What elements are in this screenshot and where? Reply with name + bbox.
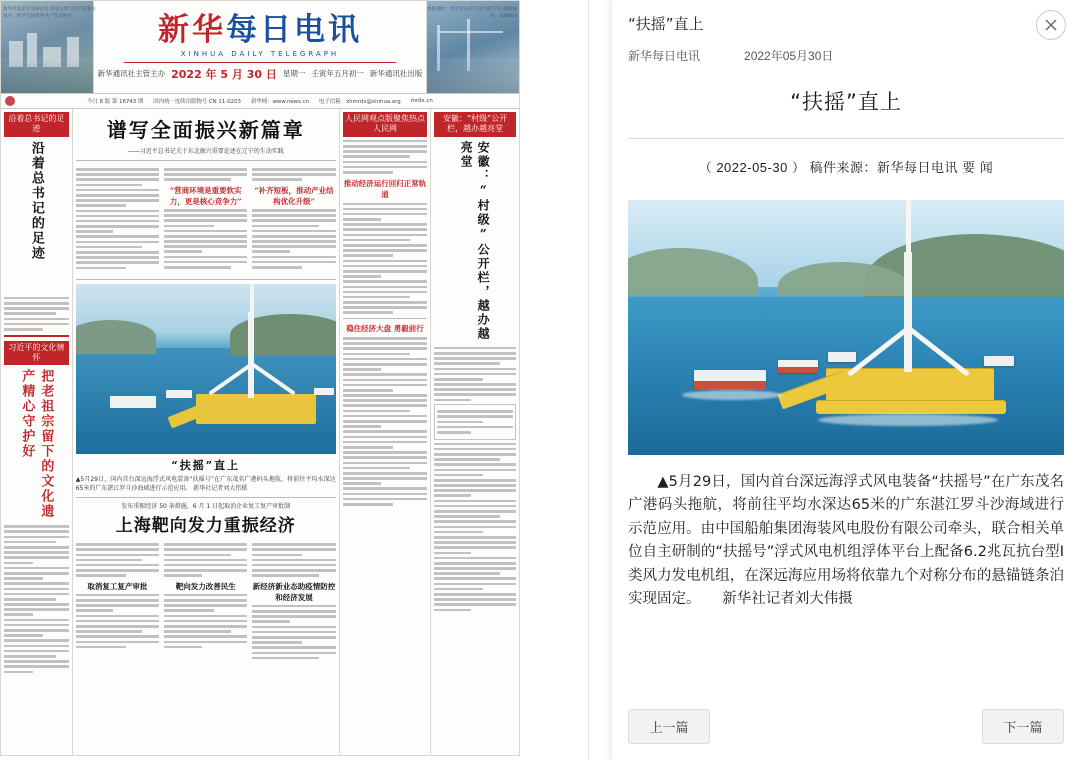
- viewport-edge: [588, 0, 589, 760]
- np-photo-boat-2: [166, 390, 192, 398]
- column1-vertical-title: 沿着总书记的足迹: [28, 140, 44, 261]
- panel-header-title: “扶摇”直上: [628, 15, 704, 33]
- photo-tugboat-2-hull: [778, 367, 818, 373]
- masthead-date: 2022 年 5 月 30 日: [171, 67, 277, 81]
- newspaper-photo-title: “扶摇”直上: [171, 458, 241, 472]
- second-minihead-1: 取消复工复产审批: [87, 581, 148, 591]
- newspaper-infobar: [1, 94, 519, 109]
- panel-date: 2022年05月30日: [744, 49, 834, 63]
- photo-wake-1: [682, 390, 782, 400]
- column3-minihead-1: 推动经济运行回归正常轨道: [343, 178, 427, 199]
- article-title-divider: [628, 138, 1064, 139]
- newspaper-photo-wind-farm[interactable]: [76, 284, 336, 454]
- lead-body: [76, 165, 336, 275]
- newspaper-page[interactable]: [0, 0, 520, 756]
- lead-body-col-a: [76, 168, 159, 272]
- column3-divider: [343, 318, 428, 319]
- lead-minihead-2: “补齐短板，推动产业结构优化升级”: [254, 185, 334, 206]
- close-icon: [1044, 18, 1058, 32]
- column3-banner: 人民网观点版聚焦热点人民网: [343, 112, 428, 137]
- lead-minihead-1: “营商环境是重要软实力，更是核心竞争力”: [169, 185, 242, 206]
- second-headline: 上海靶向发力重振经济: [115, 515, 296, 536]
- column3-text-1: [343, 140, 428, 174]
- second-body-col-b: [164, 543, 247, 662]
- masthead-tiny-right: 本报地址：北京市宣武门西大街57号 邮政编码：100803: [427, 7, 517, 19]
- infobar-issue: 今日 8 版 第 16743 期: [87, 99, 144, 105]
- newspaper-column-2: [73, 109, 340, 756]
- newspaper-photo-caption: ▲5月29日，国内首台深远海浮式风电装备“扶摇号”在广东茂名广港码头拖航，将前往平均水深达65米的广东湛江罗斗沙海域进行示范应用。 新华社记者刘大伟摄: [75, 475, 336, 492]
- photo-tugboat-3: [828, 352, 856, 362]
- photo-platform-base: [816, 400, 1006, 414]
- newspaper-title: [158, 14, 362, 47]
- photo-tugboat-4: [984, 356, 1014, 366]
- previous-article-button[interactable]: 上一篇: [628, 709, 710, 744]
- second-story-body: [76, 540, 336, 665]
- masthead-lunar: 壬寅年五月初一: [311, 69, 364, 79]
- np-photo-hill-right: [230, 314, 336, 356]
- panel-header-meta: [628, 47, 1064, 64]
- column1-text-1: [4, 297, 69, 331]
- lead-body-col-c: [252, 168, 335, 272]
- masthead-weekday: 星期一: [282, 69, 306, 79]
- photo-top-divider: [76, 279, 336, 280]
- masthead-center: [94, 1, 427, 93]
- np-photo-boat-3: [314, 388, 334, 395]
- infobar-code: mrdx.cn: [410, 98, 433, 104]
- newspaper-column-1: [1, 109, 73, 756]
- photo-turbine-tower: [904, 252, 912, 372]
- masthead-publisher: 新华通讯社出版: [369, 69, 423, 79]
- infobar-mail: 电子信箱：xhmrdx@xinhua.org: [319, 99, 401, 105]
- lead-body-col-b: [164, 168, 247, 272]
- photo-tugboat-1-hull: [694, 381, 766, 390]
- photo-tugboat-1: [694, 370, 766, 390]
- panel-source: 新华每日电讯: [628, 49, 701, 63]
- photo-turbine-blade-1: [906, 200, 911, 254]
- newspaper-columns: [1, 109, 519, 756]
- panel-footer: [612, 709, 1080, 744]
- second-minihead-2: 靶向发力改善民生: [175, 581, 236, 591]
- article-title: “扶摇”直上: [790, 90, 902, 114]
- second-story-divider: [76, 497, 336, 498]
- newspaper-column-3: [340, 109, 432, 756]
- masthead-rule: [124, 62, 397, 63]
- lead-divider: [76, 160, 336, 161]
- lead-subhead: ——习近平总书记关于东北振兴重要论述在辽宁的生动实践: [127, 148, 284, 155]
- column4-box: [434, 404, 516, 439]
- column4-vertical-title: 安徽：“村级”公开栏，越办越亮堂: [459, 140, 491, 341]
- lead-headline: 谱写全面振兴新篇章: [106, 118, 305, 142]
- article-body-text: ▲5月29日，国内首台深远海浮式风电装备“扶摇号”在广东茂名广港码头拖航，将前往平均水深达65米的广东湛江罗斗沙海域进行示范应用。由中国船舶集团海装风电股份有限公司牵头，联合相关单位自主研制的“扶摇号”浮式风电机组浮体平台上配备6.2兆瓦抗台型I类风力发电机组，在深远海应用场将依靠九个对称分布的悬锚链条泊实现固定。 新华社记者刘大伟摄: [628, 474, 1064, 608]
- article-byline: （ 2022-05-30 ） 稿件来源：新华每日电讯 要 闻: [698, 160, 994, 175]
- column1-banner-2: 习近平的文化情怀: [4, 341, 69, 366]
- column4-banner: 安徽：“村级”公开栏，越办越亮堂: [434, 112, 516, 137]
- newspaper-title-pinyin: XINHUA DAILY TELEGRAPH: [180, 49, 340, 58]
- np-photo-hill-left: [76, 320, 156, 354]
- masthead-tiny-left: 新华社北京5月29日电 国家主席习近平签署主席令，授予全国优秀共产党员称号。: [3, 7, 96, 19]
- newspaper-masthead: [1, 1, 519, 94]
- article-panel: [612, 0, 1080, 760]
- column3-minihead-2: 稳住经济大盘 勇毅前行: [346, 324, 424, 334]
- second-story-subhead: 发布重振经济 50 条措施，6 月 1 日起取消企业复工复产审批制: [121, 502, 291, 510]
- column4-text-2: [434, 443, 516, 612]
- infobar-website: 新华网：www.news.cn: [250, 99, 309, 105]
- newspaper-title-part2: 每日电讯: [225, 12, 362, 49]
- second-minihead-3: 新经济新业态助疫情防控和经济发展: [252, 581, 336, 602]
- article-photo-wind-turbine[interactable]: [628, 200, 1064, 455]
- column1-banner: 沿着总书记的足迹: [4, 112, 69, 137]
- infobar-contact: 国内统一连续出版物号 CN 11-0203: [153, 99, 241, 105]
- column1-divider: [4, 335, 69, 337]
- article-container: [612, 64, 1080, 612]
- masthead-meta: [98, 66, 423, 82]
- np-photo-blade-1: [250, 284, 254, 316]
- close-button[interactable]: [1036, 10, 1066, 40]
- newspaper-seal-icon: [5, 96, 15, 106]
- photo-tugboat-2: [778, 360, 818, 373]
- column3-text-2: [343, 203, 428, 315]
- newspaper-title-part1: 新华: [157, 12, 226, 49]
- next-article-button[interactable]: 下一篇: [982, 709, 1064, 744]
- column1-text-2: [4, 525, 69, 673]
- second-body-col-a: [76, 543, 159, 662]
- column4-text-1: [434, 347, 516, 401]
- np-photo-boat-1: [110, 396, 156, 408]
- second-body-col-c: [252, 543, 335, 662]
- np-photo-turbine-tower: [248, 312, 254, 398]
- column4-box-text: [437, 410, 513, 433]
- masthead-sponsor: 新华通讯社主管主办: [97, 69, 166, 79]
- panel-header: [612, 0, 1080, 64]
- photo-wake-2: [818, 414, 998, 426]
- column1-vertical-title-2: 把老祖宗留下的文化遗产精心守护好: [19, 369, 54, 520]
- column3-text-3: [343, 337, 428, 506]
- newspaper-column-4: [431, 109, 519, 756]
